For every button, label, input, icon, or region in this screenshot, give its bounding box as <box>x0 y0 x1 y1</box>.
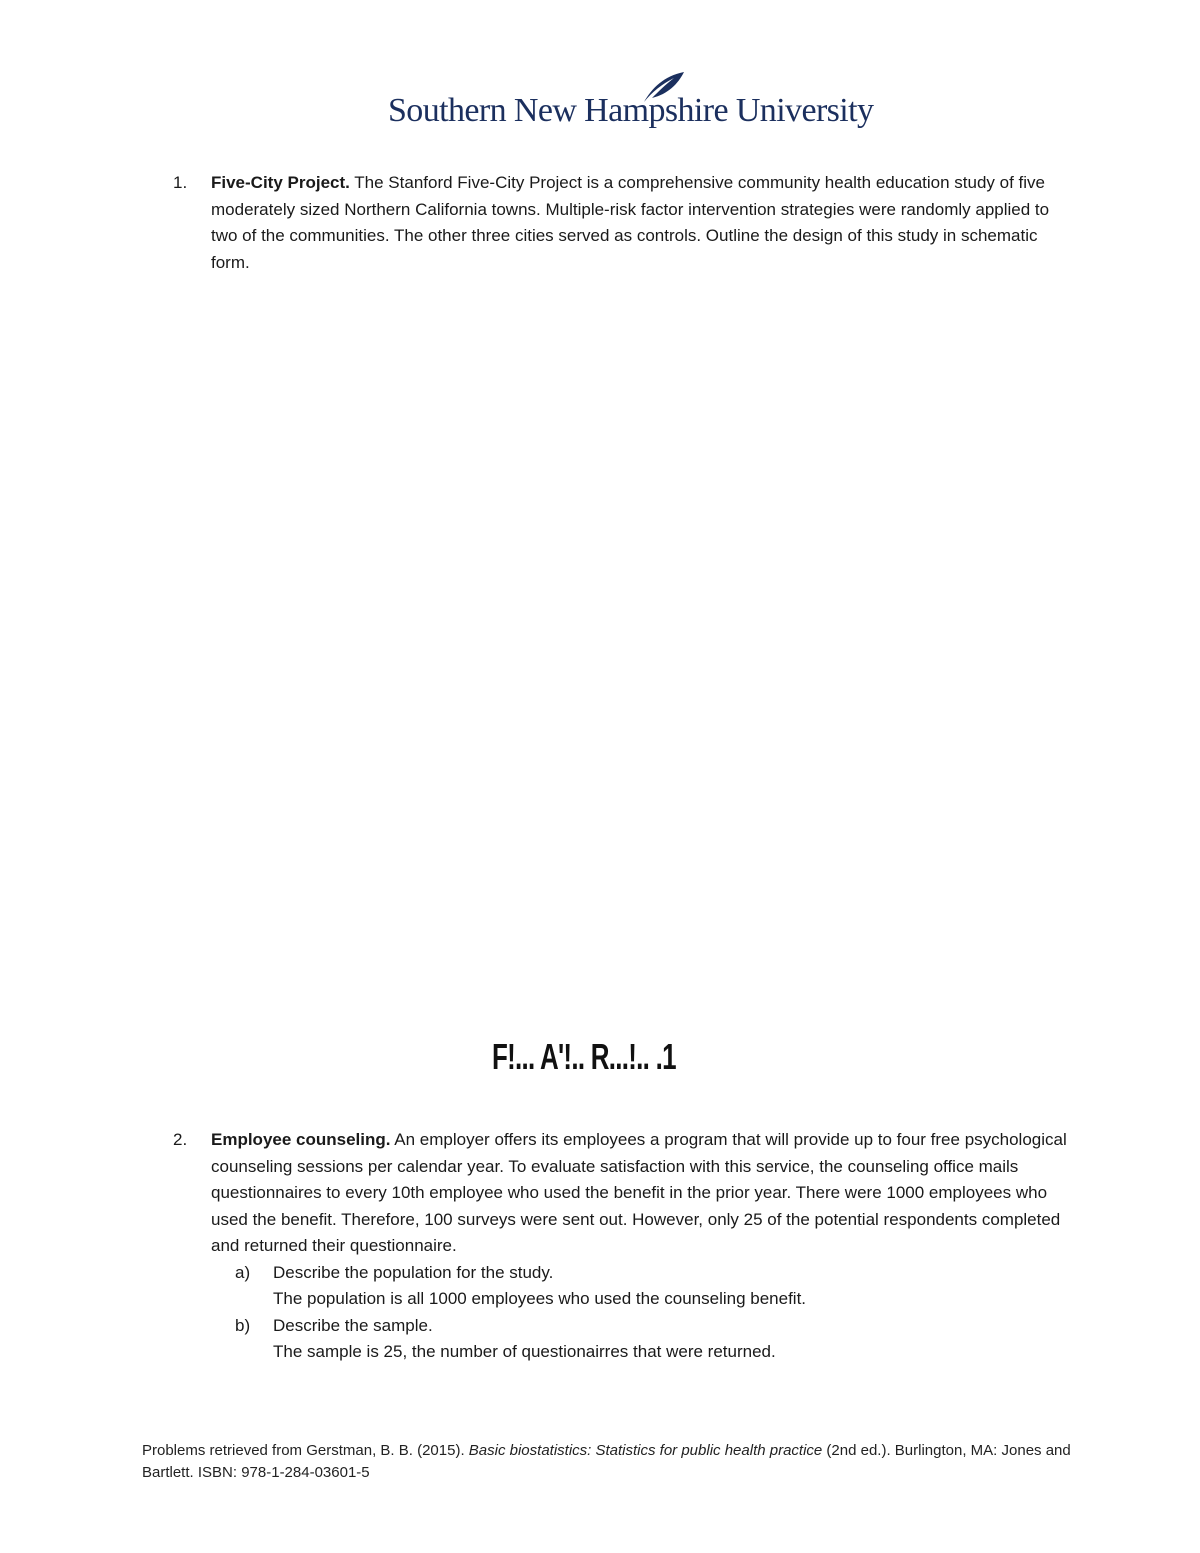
sub-question-b <box>235 1313 1073 1366</box>
university-logo <box>388 70 874 136</box>
sub-question-prompt: Describe the sample. <box>273 1315 433 1335</box>
sub-question-answer: The sample is 25, the number of questionairres that were returned. <box>273 1342 776 1361</box>
sub-question-letter: a) <box>235 1262 251 1282</box>
sub-question-prompt: Describe the population for the study. <box>273 1262 554 1282</box>
sub-question-letter: b) <box>235 1315 251 1335</box>
question-text: An employer offers its employees a program that will provide up to four free psychological counseling sessions per calendar year. To evaluate satisfaction with this service, the counseling office mails questionnaires to every 10th employee who used the benefit in the prior year. There were 1000 employees who used the benefit. Therefore, 100 surveys were sent out. However, only 25 of the potential respondents completed and returned their questionnaire. <box>211 1130 1067 1255</box>
citation-prefix: Problems retrieved from Gerstman, B. B. (2015). <box>142 1442 469 1459</box>
question-number: 1. <box>173 173 188 192</box>
sub-question-body <box>273 1313 1073 1366</box>
question-body <box>211 170 1073 276</box>
question-2 <box>173 1127 1073 1366</box>
logo-wordmark: Southern New Hampshire University <box>388 92 874 129</box>
sub-question-body <box>273 1260 1073 1313</box>
question-title: Employee counseling. <box>211 1130 391 1149</box>
citation-work-title: Basic biostatistics: Statistics for public health practice <box>468 1442 823 1459</box>
question-text: The Stanford Five-City Project is a comprehensive community health education study of five moderately sized Northern California towns. Multiple-risk factor intervention strategies were randomly applied to two of the communities. The other three cities served as controls. Outline the design of this study in schematic form. <box>211 173 1050 272</box>
question-number: 2. <box>173 1130 188 1149</box>
question-1 <box>173 170 1073 276</box>
citation-footer <box>142 1440 1082 1484</box>
sub-question-a <box>235 1260 1073 1313</box>
sub-question-answer: The population is all 1000 employees who used the counseling benefit. <box>273 1289 807 1308</box>
blurred-heading: F!... A'!.. R...!.. .1 <box>492 1036 676 1077</box>
question-title: Five-City Project. <box>211 173 350 192</box>
question-body <box>211 1127 1073 1260</box>
citation-suffix: (2nd ed.). Burlington, MA: Jones and Bartlett. ISBN: 978-1-284-03601-5 <box>142 1442 1071 1481</box>
